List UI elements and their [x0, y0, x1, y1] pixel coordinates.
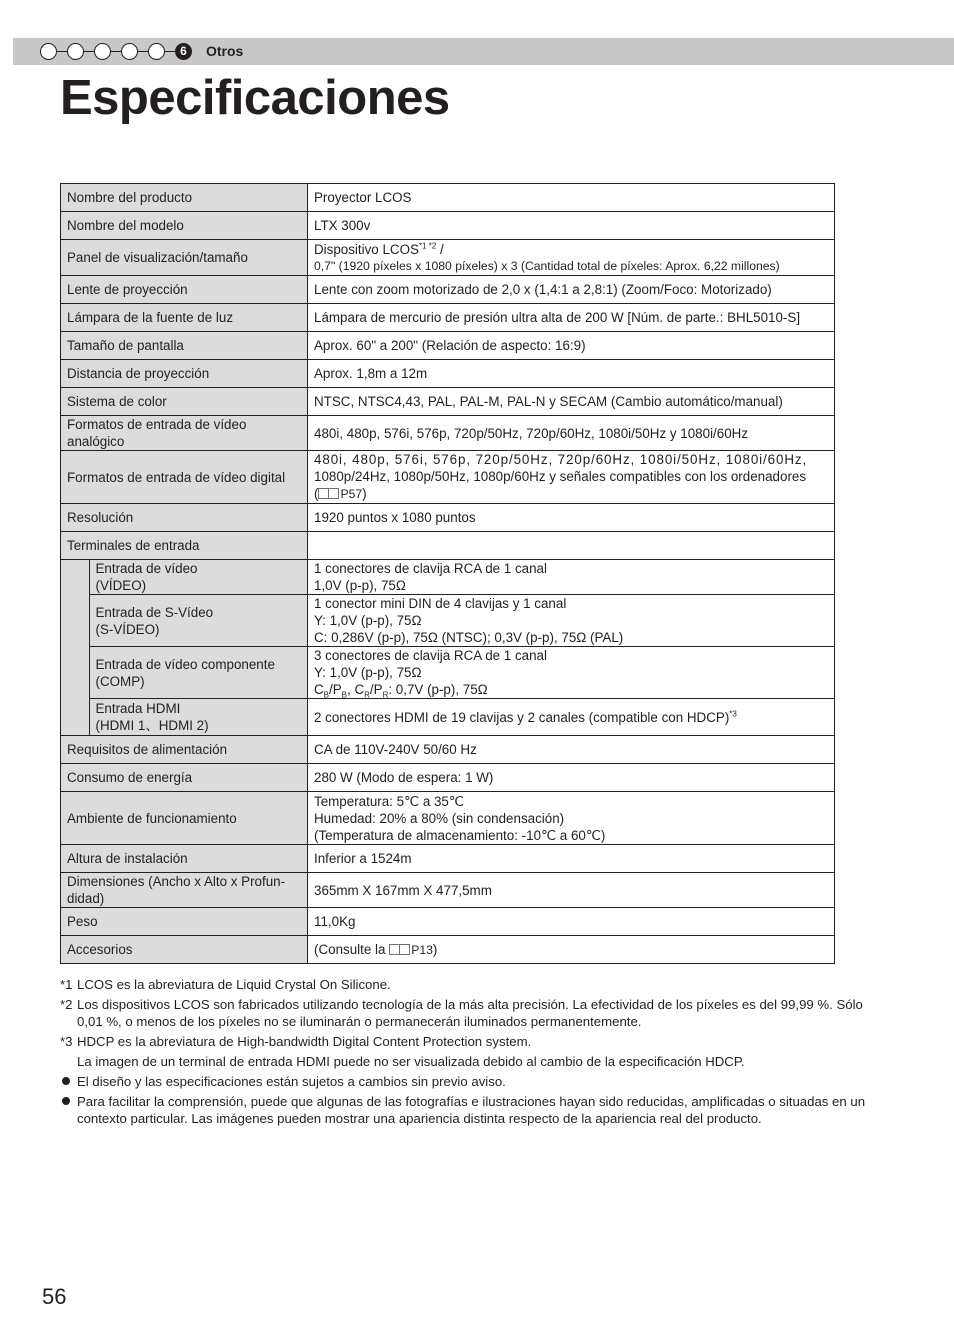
table-row — [61, 736, 835, 764]
row-value: Temperatura: 5℃ a 35℃ Humedad: 20% a 80% (sin condensación) (Temperatura de almacenamiento: -10℃ a 60℃) — [308, 792, 835, 845]
table-row — [61, 873, 835, 908]
row-sublabel: Entrada de S-Vídeo (S-VÍDEO) — [89, 595, 308, 647]
row-label: Accesorios — [61, 936, 308, 964]
table-row — [61, 560, 835, 595]
row-value: 1 conector mini DIN de 4 clavijas y 1 canal Y: 1,0V (p-p), 75Ω C: 0,286V (p-p), 75Ω (NTSC); 0,3V (p-p), 75Ω (PAL) — [308, 595, 835, 647]
indent-cell — [61, 560, 90, 736]
table-row — [61, 184, 835, 212]
chapter-label: Otros — [206, 43, 244, 59]
table-row — [61, 699, 835, 736]
table-row — [61, 416, 835, 451]
page-number: 56 — [42, 1284, 67, 1309]
row-value — [308, 532, 835, 560]
row-value: CA de 110V-240V 50/60 Hz — [308, 736, 835, 764]
row-value: LTX 300v — [308, 212, 835, 240]
row-label: Ambiente de funcionamiento — [61, 792, 308, 845]
chapter-circle-2 — [67, 43, 84, 60]
row-sublabel: Entrada de vídeo componente (COMP) — [89, 647, 308, 699]
bullet-note: Para facilitar la comprensión, puede que algunas de las fotografías e ilustraciones hayan sido reducidas, amplificadas o situadas en un contexto particular. Las imágenes pueden mostrar una apariencia distinta respecto de la apariencia real del producto. — [60, 1093, 890, 1127]
chapter-progress-indicator — [40, 42, 192, 61]
table-row — [61, 360, 835, 388]
row-value: Inferior a 1524m — [308, 845, 835, 873]
row-value: Aprox. 60" a 200" (Relación de aspecto: 16:9) — [308, 332, 835, 360]
table-row — [61, 504, 835, 532]
row-value: Proyector LCOS — [308, 184, 835, 212]
row-label: Consumo de energía — [61, 764, 308, 792]
chapter-circle-1 — [40, 43, 57, 60]
bullet-note: El diseño y las especificaciones están sujetos a cambios sin previo aviso. — [60, 1073, 890, 1090]
table-row — [61, 764, 835, 792]
row-sublabel: Entrada HDMI (HDMI 1、HDMI 2) — [89, 699, 308, 736]
row-label: Formatos de entrada de vídeo digital — [61, 451, 308, 504]
book-reference-icon — [389, 944, 410, 955]
footnotes — [60, 976, 890, 1130]
chapter-circle-current: 6 — [175, 43, 192, 60]
row-value: Lente con zoom motorizado de 2,0 x (1,4:1 a 2,8:1) (Zoom/Foco: Motorizado) — [308, 276, 835, 304]
row-label: Altura de instalación — [61, 845, 308, 873]
table-row — [61, 276, 835, 304]
row-label: Lámpara de la fuente de luz — [61, 304, 308, 332]
row-label: Nombre del modelo — [61, 212, 308, 240]
row-value: 1 conectores de clavija RCA de 1 canal 1,0V (p-p), 75Ω — [308, 560, 835, 595]
row-value: 480i, 480p, 576i, 576p, 720p/50Hz, 720p/60Hz, 1080i/50Hz y 1080i/60Hz — [308, 416, 835, 451]
table-row — [61, 908, 835, 936]
row-label: Nombre del producto — [61, 184, 308, 212]
bullet-icon — [62, 1077, 70, 1085]
row-value: 1920 puntos x 1080 puntos — [308, 504, 835, 532]
row-label: Requisitos de alimentación — [61, 736, 308, 764]
row-label: Tamaño de pantalla — [61, 332, 308, 360]
table-row — [61, 532, 835, 560]
row-value: 11,0Kg — [308, 908, 835, 936]
table-row — [61, 595, 835, 647]
row-label: Sistema de color — [61, 388, 308, 416]
row-label: Panel de visualización/tamaño — [61, 240, 308, 276]
table-row — [61, 304, 835, 332]
row-label: Distancia de proyección — [61, 360, 308, 388]
footnote-continuation: La imagen de un terminal de entrada HDMI puede no ser visualizada debido al cambio de la especificación HDCP. — [77, 1054, 745, 1069]
table-row — [61, 936, 835, 964]
table-row — [61, 792, 835, 845]
row-label: Terminales de entrada — [61, 532, 308, 560]
row-value: 3 conectores de clavija RCA de 1 canal Y: 1,0V (p-p), 75Ω $C_B/P_B$, $C_R/P_R$: 0,7V (p-p), 75Ω — [308, 647, 835, 699]
table-row — [61, 647, 835, 699]
row-value: 365mm X 167mm X 477,5mm — [308, 873, 835, 908]
row-label: Resolución — [61, 504, 308, 532]
footnote: *2 Los dispositivos LCOS son fabricados utilizando tecnología de la más alta precisión. La efectividad de los píxeles es del 99,99 %. Sólo 0,01 %, o menos de los píxeles no se iluminarán o permanecerán iluminados permanentemente. — [60, 997, 863, 1029]
table-row — [61, 212, 835, 240]
row-value: 480i, 480p, 576i, 576p, 720p/50Hz, 720p/60Hz, 1080i/50Hz, 1080i/60Hz, 1080p/24Hz, 1080p/50Hz, 1080p/60Hz y señales compatibles con los ordenadores ( P57) — [308, 451, 835, 504]
table-row — [61, 388, 835, 416]
chapter-circle-3 — [94, 43, 111, 60]
table-row — [61, 240, 835, 276]
row-label: Peso — [61, 908, 308, 936]
chapter-header-bar — [13, 38, 954, 65]
bullet-icon — [62, 1097, 70, 1105]
chapter-circle-4 — [121, 43, 138, 60]
row-sublabel: Entrada de vídeo (VÍDEO) — [89, 560, 308, 595]
book-reference-icon — [318, 488, 339, 499]
row-value: NTSC, NTSC4,43, PAL, PAL-M, PAL-N y SECAM (Cambio automático/manual) — [308, 388, 835, 416]
chapter-circle-5 — [148, 43, 165, 60]
footnote: *1 LCOS es la abreviatura de Liquid Crystal On Silicone. — [60, 977, 391, 992]
row-label: Formatos de entrada de vídeo analógico — [61, 416, 308, 451]
row-value: Aprox. 1,8m a 12m — [308, 360, 835, 388]
table-row — [61, 451, 835, 504]
footnote: *3 HDCP es la abreviatura de High-bandwidth Digital Content Protection system. — [60, 1034, 532, 1049]
row-value: (Consulte la P13) — [308, 936, 835, 964]
row-value: Lámpara de mercurio de presión ultra alta de 200 W [Núm. de parte.: BHL5010-S] — [308, 304, 835, 332]
row-label: Dimensiones (Ancho x Alto x Profun-didad) — [61, 873, 308, 908]
row-label: Lente de proyección — [61, 276, 308, 304]
specifications-table — [60, 183, 835, 964]
row-value: 280 W (Modo de espera: 1 W) — [308, 764, 835, 792]
row-value: Dispositivo $LCOS^{*1 *2}$ / 0,7" (1920 píxeles x 1080 píxeles) x 3 (Cantidad total de píxeles: Aprox. 6,22 millones) — [308, 240, 835, 276]
table-row — [61, 332, 835, 360]
table-row — [61, 845, 835, 873]
page-title: Especificaciones — [60, 71, 450, 125]
row-value: 2 conectores HDMI de 19 clavijas y 2 canales (compatible con HDCP)$^{*3}$ — [308, 699, 835, 736]
